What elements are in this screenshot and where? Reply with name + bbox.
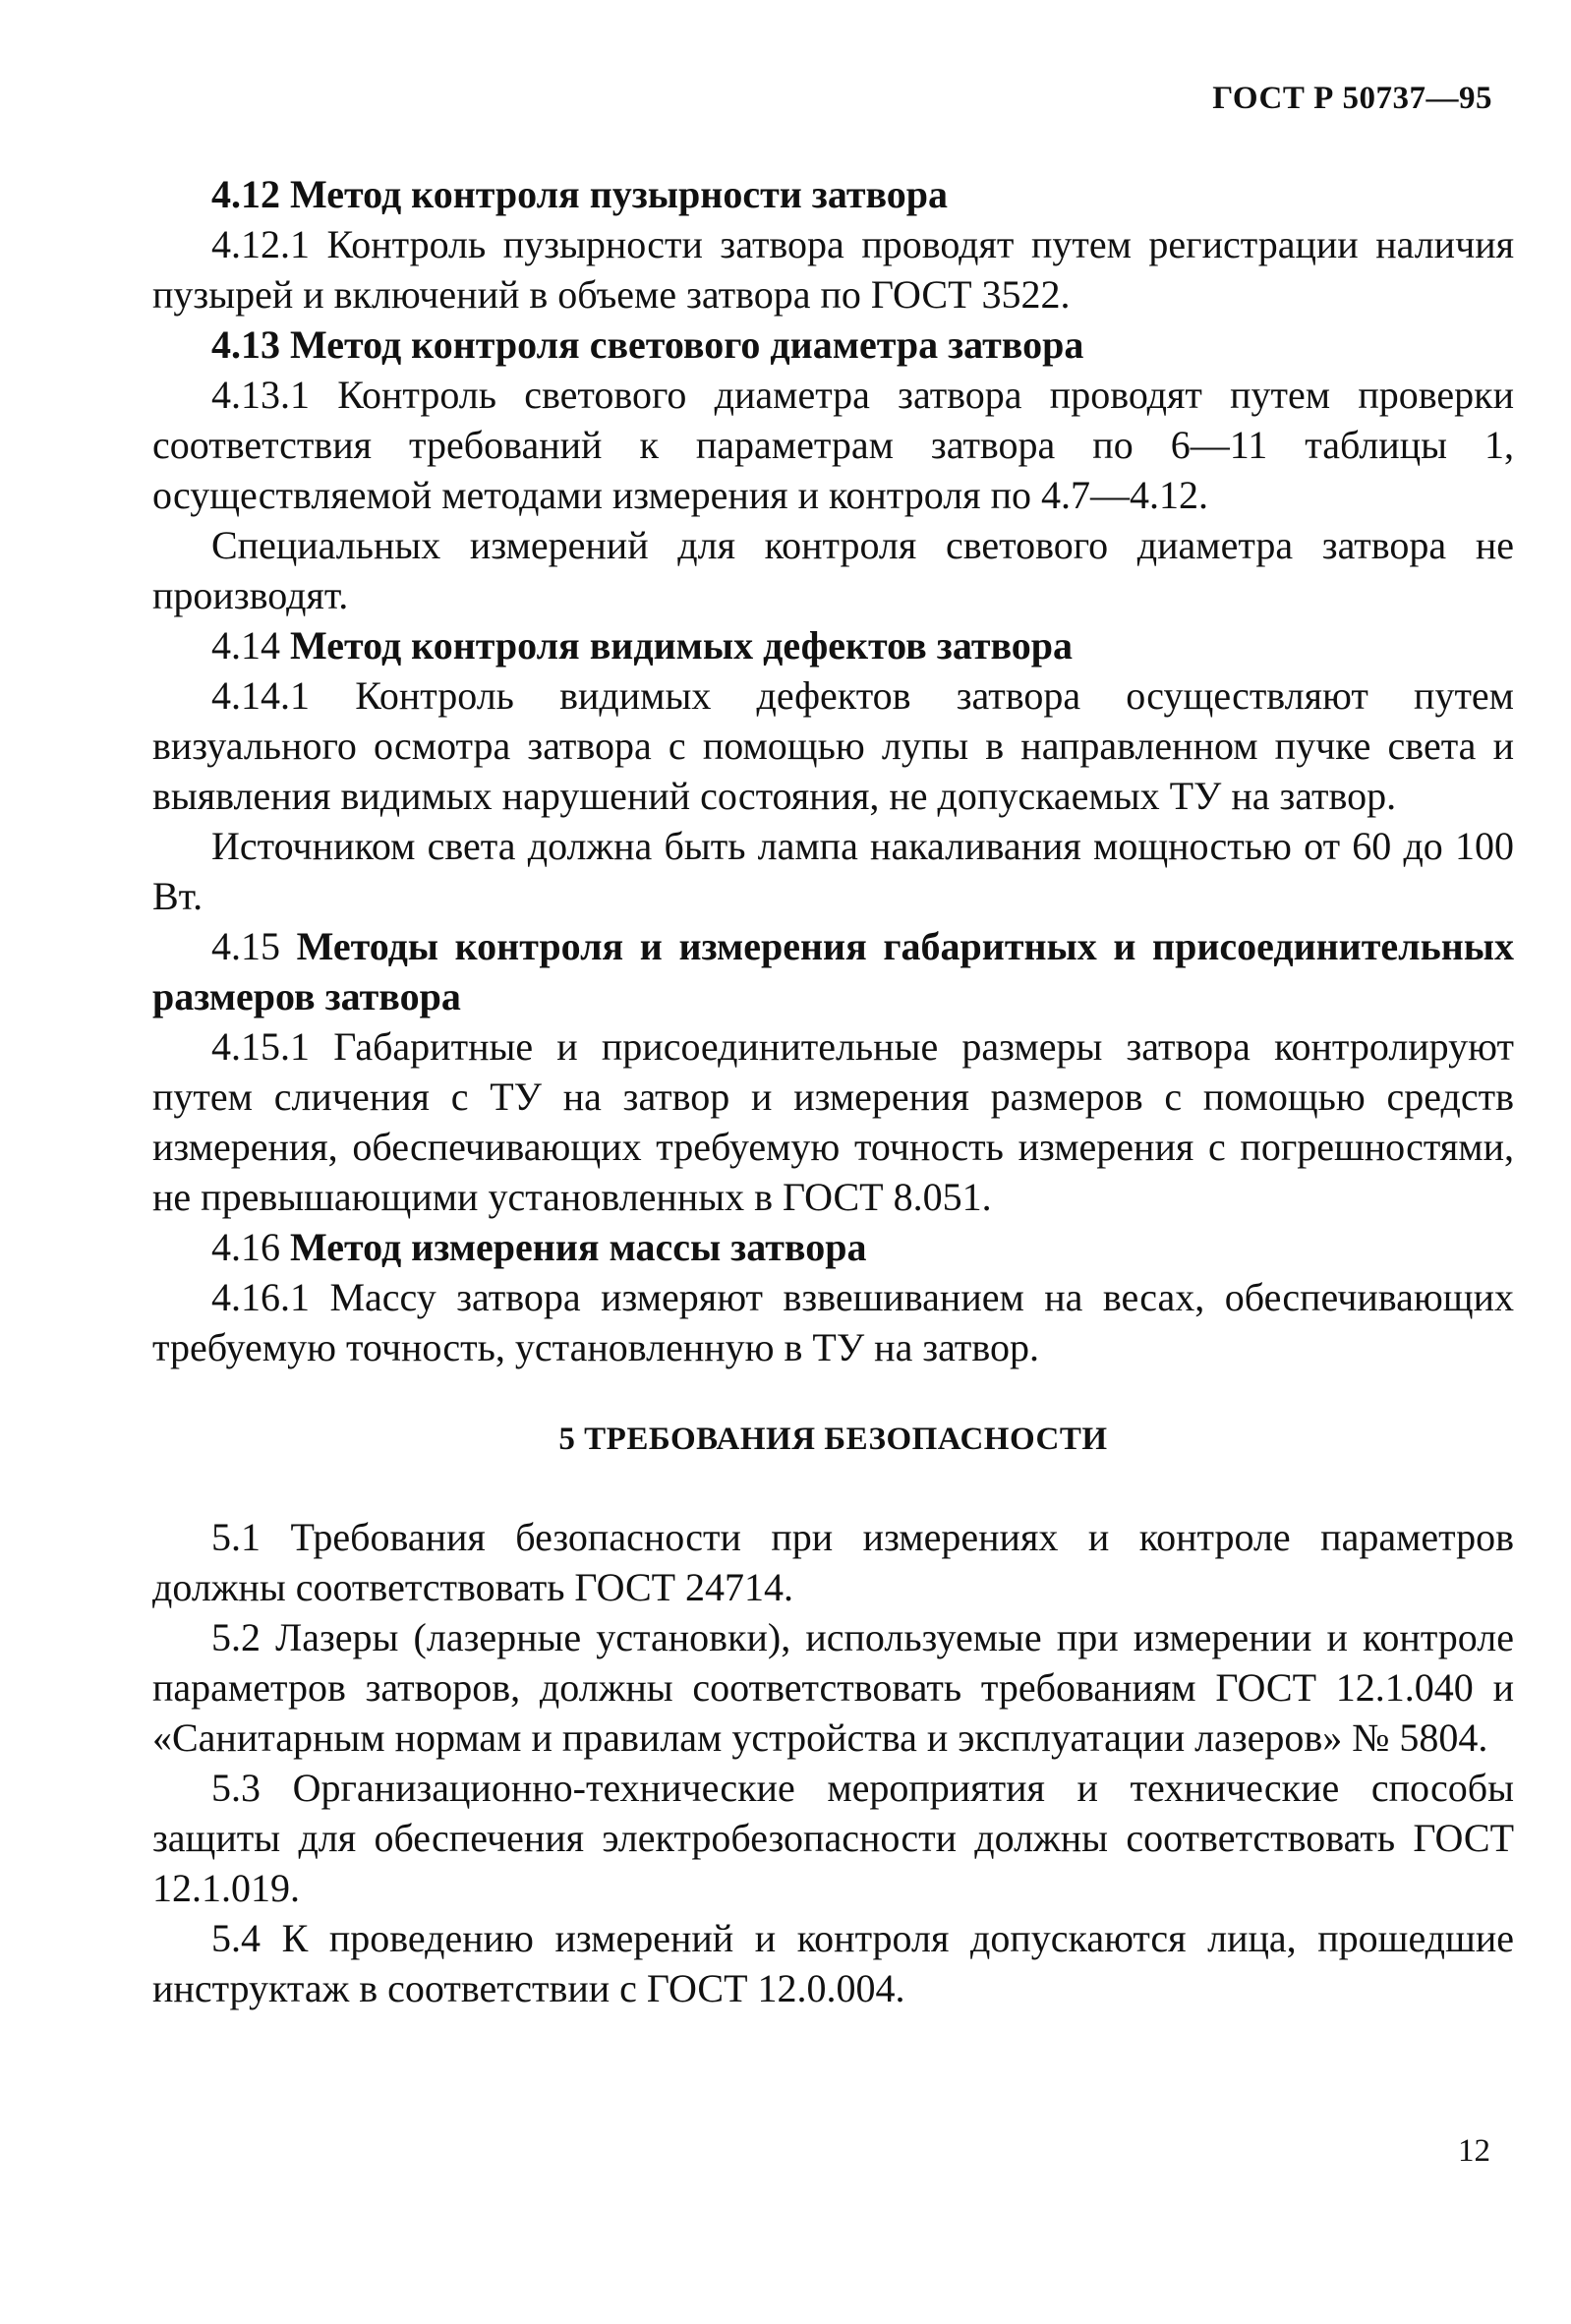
paragraph-4-13-1: 4.13.1 Контроль светового диаметра затвора проводят путем проверки соответствия требований к параметрам затвора по 6—11 таблицы 1, осуществляемой методами измерения и контроля по 4.7—4.12. — [152, 373, 1514, 517]
heading-4-13: 4.13 Метод контроля светового диаметра затвора — [211, 322, 1084, 367]
heading-4-14-title: Метод контроля видимых дефектов затвора — [290, 623, 1074, 668]
heading-4-15-title: Методы контроля и измерения габаритных и присоединительных размеров затвора — [152, 924, 1515, 1018]
heading-4-16-number: 4.16 — [211, 1225, 280, 1269]
section-5-title: 5 ТРЕБОВАНИЯ БЕЗОПАСНОСТИ — [558, 1422, 1108, 1457]
paragraph-5-3: 5.3 Организационно-технические мероприятия и технические способы защиты для обеспечения электробезопасности должны соответствовать ГОСТ 12.1.019. — [152, 1766, 1514, 1910]
paragraph-4-14-1: 4.14.1 Контроль видимых дефектов затвора осуществляют путем визуального осмотра затвора с помощью лупы в направленном пучке света и выявления видимых нарушений состояния, не допускаемых ТУ на затвор. — [152, 673, 1514, 818]
paragraph-4-13-note: Специальных измерений для контроля светового диаметра затвора не производят. — [152, 523, 1514, 617]
standard-header: ГОСТ Р 50737—95 — [1212, 81, 1492, 116]
page-number: 12 — [1458, 2133, 1490, 2169]
paragraph-4-12-1: 4.12.1 Контроль пузырности затвора проводят путем регистрации наличия пузырей и включений в объеме затвора по ГОСТ 3522. — [152, 222, 1514, 317]
paragraph-4-14-note: Источником света должна быть лампа накаливания мощностью от 60 до 100 Вт. — [152, 824, 1514, 918]
paragraph-5-1: 5.1 Требования безопасности при измерениях и контроле параметров должны соответствовать ГОСТ 24714. — [152, 1515, 1514, 1609]
heading-4-16-title: Метод измерения массы затвора — [290, 1225, 867, 1269]
heading-4-12: 4.12 Метод контроля пузырности затвора — [211, 172, 949, 216]
heading-4-15 — [152, 921, 1514, 1021]
paragraph-4-16-1: 4.16.1 Массу затвора измеряют взвешиванием на весах, обеспечивающих требуемую точность, установленную в ТУ на затвор. — [152, 1275, 1514, 1369]
heading-4-16 — [152, 1222, 1514, 1272]
paragraph-4-15-1: 4.15.1 Габаритные и присоединительные размеры затвора контролируют путем сличения с ТУ на затвор и измерения размеров с помощью средств измерения, обеспечивающих требуемую точность измерения с погрешностями, не превышающими установленных в ГОСТ 8.051. — [152, 1024, 1514, 1219]
document-body — [152, 169, 1514, 2013]
heading-4-15-number: 4.15 — [211, 924, 280, 968]
paragraph-5-2: 5.2 Лазеры (лазерные установки), используемые при измерении и контроле параметров затворов, должны соответствовать требованиям ГОСТ 12.1.040 и «Санитарным нормам и правилам устройства и эксплуатации лазеров» № 5804. — [152, 1615, 1514, 1760]
paragraph-5-4: 5.4 К проведению измерений и контроля допускаются лица, прошедшие инструктаж в соответствии с ГОСТ 12.0.004. — [152, 1916, 1514, 2010]
heading-4-14-number: 4.14 — [211, 623, 280, 668]
heading-4-14 — [152, 620, 1514, 670]
